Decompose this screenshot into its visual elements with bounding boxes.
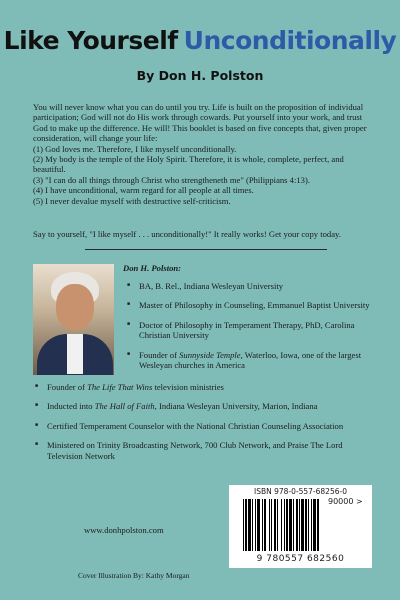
barcode-bar: [311, 499, 312, 551]
credential-item: ■ BA, B. Rel., Indiana Wesleyan University: [127, 281, 377, 291]
book-title: [0, 26, 400, 55]
barcode-bar: [274, 499, 276, 551]
author-credentials: [127, 281, 377, 379]
barcode-bar: [289, 499, 292, 551]
achievement-item: ■ Inducted into The Hall of Faith, Indiana Wesleyan University, Marion, Indiana: [35, 401, 370, 411]
concept-item: (2) My body is the temple of the Holy Spirit. Therefore, it is whole, complete, perfect, and beautiful.: [33, 154, 344, 175]
barcode-bar: [281, 499, 282, 551]
author-name: Don H. Polston:: [123, 263, 182, 273]
cover-illustration-credit: Cover Illustration By: Kathy Morgan: [78, 571, 190, 580]
concept-item: (3) "I can do all things through Christ who strengtheneth me" (Philippians 4:13).: [33, 174, 310, 185]
credential-item: ■ Founder of Sunnyside Temple, Waterloo, Iowa, one of the largest Wesleyan churches in America: [127, 350, 377, 371]
barcode-bar: [271, 499, 272, 551]
barcode-bar: [293, 499, 294, 551]
barcode-icon: [241, 499, 361, 553]
barcode-bar: [255, 499, 256, 551]
barcode-bar: [262, 499, 263, 551]
isbn-text: ISBN 978-0-557-68256-0: [254, 487, 347, 496]
author-achievements: [35, 382, 370, 470]
achievement-item: ■ Ministered on Trinity Broadcasting Network, 700 Club Network, and Praise The Lord Television Network: [35, 440, 370, 461]
divider: [85, 249, 327, 250]
concept-item: (4) I have unconditional, warm regard for all people at all times.: [33, 185, 254, 196]
barcode-bar: [269, 499, 270, 551]
barcode-bar: [286, 499, 288, 551]
barcode-bar: [264, 499, 266, 551]
barcode-number: 9 780557 682560: [256, 554, 345, 564]
barcode-bar: [299, 499, 300, 551]
barcode-box: [229, 485, 372, 568]
barcode-bar: [305, 499, 307, 551]
barcode-bar: [317, 499, 319, 551]
barcode-bar: [301, 499, 304, 551]
credential-item: ■ Doctor of Philosophy in Temperament Therapy, PhD, Carolina Christian University: [127, 320, 377, 341]
barcode-bar: [308, 499, 309, 551]
website-link[interactable]: www.donhpolston.com: [84, 525, 164, 535]
barcode-bar: [257, 499, 260, 551]
photo-face: [56, 284, 94, 330]
barcode-bar: [313, 499, 316, 551]
concept-item: (1) God loves me. Therefore, I like myself unconditionally.: [33, 143, 237, 154]
barcode-bar: [243, 499, 244, 551]
barcode-bar: [277, 499, 278, 551]
photo-shirt: [67, 334, 83, 374]
price-code: 90000 >: [328, 497, 363, 506]
achievement-item: ■ Founder of The Life That Wins television ministries: [35, 382, 370, 392]
intro-block: [33, 102, 369, 206]
say-line: Say to yourself, "I like myself . . . unconditionally!" It really works! Get your copy today.: [33, 229, 341, 239]
barcode-bar: [252, 499, 253, 551]
byline: By Don H. Polston: [136, 68, 264, 83]
barcode-bar: [248, 499, 251, 551]
barcode-bar: [284, 499, 285, 551]
concept-item: (5) I never devalue myself with destructive self-criticism.: [33, 195, 231, 206]
title-part-2: Unconditionally: [183, 26, 397, 55]
intro-paragraph: You will never know what you can do until you try. Life is built on the proposition of individual participation; God will not do His work through cowards. Put yourself into your work, and trust God to make up the difference. He will! This booklet is based on five concepts that, given proper consideration, will change your life:: [33, 102, 367, 144]
author-photo: [33, 264, 114, 375]
credential-item: ■ Master of Philosophy in Counseling, Emmanuel Baptist University: [127, 300, 377, 310]
title-part-1: Like Yourself: [3, 26, 178, 55]
barcode-bar: [296, 499, 298, 551]
barcode-bar: [245, 499, 247, 551]
achievement-item: ■ Certified Temperament Counselor with the National Christian Counseling Association: [35, 421, 370, 431]
